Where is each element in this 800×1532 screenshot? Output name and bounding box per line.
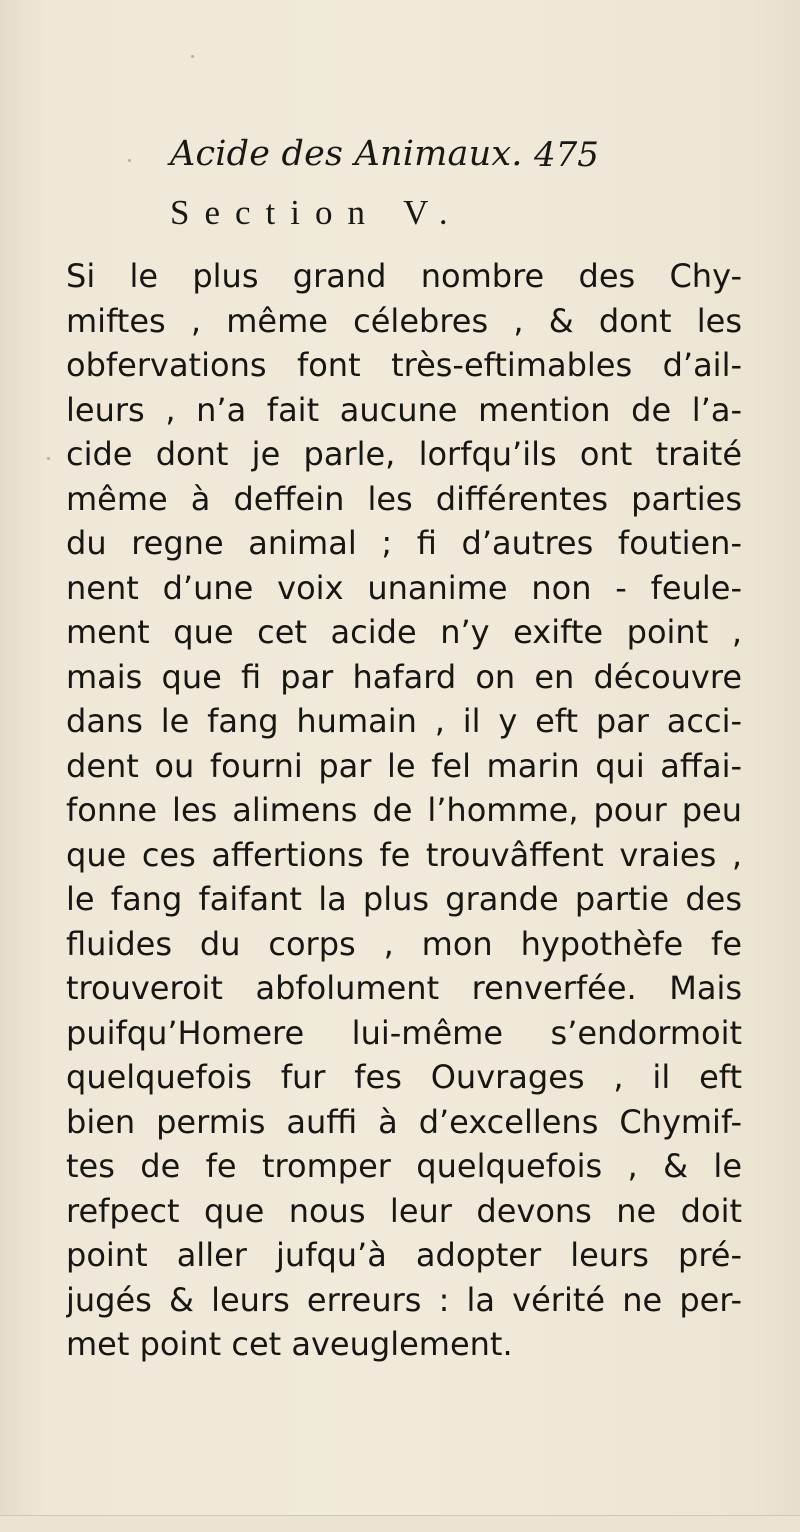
- text-line: puifqu’Homere lui-même s’endormoit: [66, 1013, 742, 1052]
- running-title: Acide des Animaux.: [170, 134, 523, 174]
- text-line: que ces affertions fe trouvâffent vraies ,: [66, 835, 742, 874]
- text-line: jugés & leurs erreurs : la vérité ne per-: [66, 1280, 742, 1319]
- text-line: dent ou fourni par le fel marin qui affai-: [66, 746, 742, 785]
- paper-speck: [191, 55, 194, 58]
- page-number: 475: [534, 135, 599, 175]
- text-line: même à deffein les différentes parties: [66, 479, 742, 518]
- text-line: nent d’une voix unanime non - feule-: [66, 568, 742, 607]
- text-line: leurs , n’a fait aucune mention de l’a-: [66, 390, 742, 429]
- page-bottom-edge: [0, 1515, 800, 1532]
- body-text: [66, 254, 742, 1367]
- text-line: miftes , même célebres , & dont les: [66, 301, 742, 340]
- text-line: quelquefois fur fes Ouvrages , il eft: [66, 1058, 742, 1096]
- section-heading: Section V.: [170, 193, 463, 232]
- text-line: dans le fang humain , il y eft par acci-: [66, 702, 742, 740]
- paper-speck: [47, 457, 50, 460]
- text-line: fonne les alimens de l’homme, pour peu: [66, 791, 742, 829]
- paper-speck: [128, 159, 131, 162]
- text-line: refpect que nous leur devons ne doit: [66, 1191, 742, 1230]
- text-line: point aller jufqu’à adopter leurs pré-: [66, 1236, 742, 1274]
- text-line: obfervations font très-eftimables d’ail-: [66, 346, 742, 384]
- text-line: Si le plus grand nombre des Chy-: [66, 257, 742, 295]
- text-line: mais que fi par hafard on en découvre: [66, 657, 742, 696]
- text-line: bien permis auffi à d’excellens Chymif-: [66, 1102, 742, 1141]
- text-line: met point cet aveuglement.: [66, 1325, 513, 1363]
- running-head: [170, 130, 630, 186]
- text-line: le fang faifant la plus grande partie des: [66, 880, 742, 918]
- text-line: du regne animal ; fi d’autres foutien-: [66, 524, 742, 562]
- text-line: fluides du corps , mon hypothèfe fe: [66, 924, 742, 963]
- text-line: ment que cet acide n’y exifte point ,: [66, 613, 742, 651]
- text-line: cide dont je parle, lorfqu’ils ont traité: [66, 435, 742, 473]
- text-line: trouveroit abfolument renverfée. Mais: [66, 969, 742, 1007]
- text-line: tes de fe tromper quelquefois , & le: [66, 1147, 742, 1185]
